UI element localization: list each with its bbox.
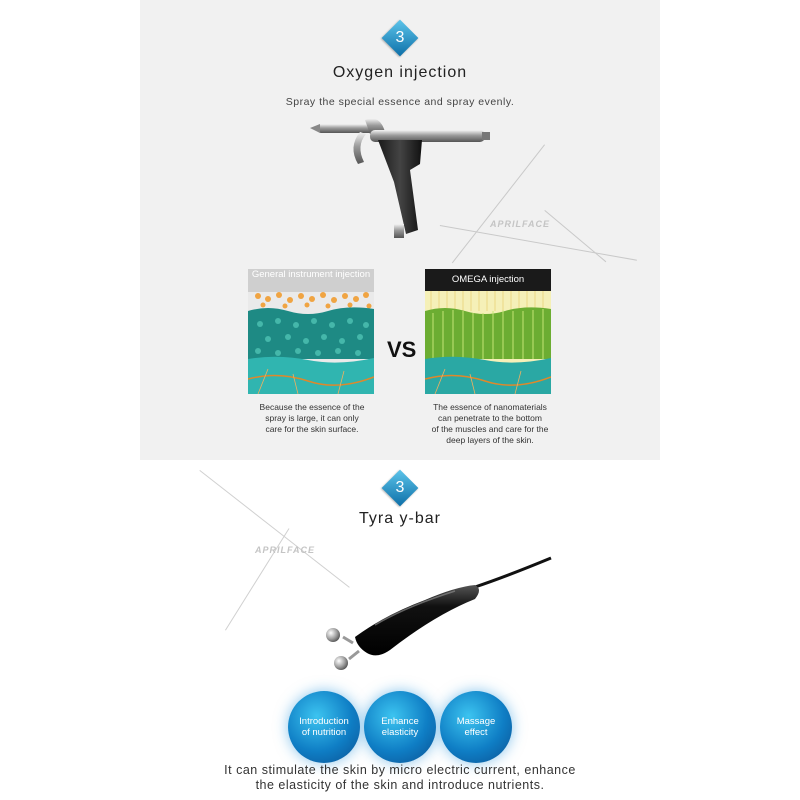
decor-line [544, 210, 606, 262]
omega-injection-header: OMEGA injection [425, 269, 551, 291]
caption-line: Because the essence of the [259, 402, 365, 412]
general-injection-caption [244, 402, 380, 435]
watermark: APRILFACE [490, 219, 551, 229]
step-number: 3 [395, 479, 405, 496]
omega-injection-diagram [425, 269, 551, 394]
benefit-line: Massage [456, 716, 496, 727]
benefit-line: effect [464, 727, 488, 738]
benefit-line: elasticity [381, 727, 419, 738]
benefit-label [364, 691, 436, 763]
benefit-bubble-elasticity [364, 691, 436, 763]
benefit-label [440, 691, 512, 763]
benefit-line: Enhance [381, 716, 419, 727]
step-badge [387, 25, 413, 51]
omega-injection-caption [414, 402, 566, 446]
tyra-y-bar-device-image [315, 555, 555, 675]
watermark: APRILFACE [255, 545, 316, 555]
description-line: the elasticity of the skin and introduce nutrients. [255, 778, 545, 792]
caption-line: care for the skin surface. [265, 424, 359, 434]
caption-line: can penetrate to the bottom [438, 413, 542, 423]
step-badge [387, 475, 413, 501]
description-line: It can stimulate the skin by micro electric current, enhance [224, 763, 576, 777]
benefit-line: Introduction [299, 716, 349, 727]
caption-line: deep layers of the skin. [446, 435, 534, 445]
section-title-tyra: Tyra y-bar [358, 510, 441, 527]
benefit-bubble-nutrition [288, 691, 360, 763]
section-title-oxygen: Oxygen injection [332, 64, 468, 81]
decor-line [225, 528, 289, 630]
benefit-label [288, 691, 360, 763]
airbrush-image [310, 112, 495, 242]
general-injection-diagram [248, 269, 374, 394]
caption-line: The essence of nanomaterials [433, 402, 547, 412]
section-subtitle-oxygen: Spray the special essence and spray evenly. [285, 96, 515, 108]
vs-label: VS [387, 337, 417, 362]
general-injection-header: General instrument injection [248, 269, 374, 292]
caption-line: of the muscles and care for the [431, 424, 549, 434]
caption-line: spray is large, it can only [265, 413, 359, 423]
benefit-line: of nutrition [301, 727, 347, 738]
description-text [0, 763, 800, 793]
step-number: 3 [395, 29, 405, 46]
benefit-bubble-massage [440, 691, 512, 763]
